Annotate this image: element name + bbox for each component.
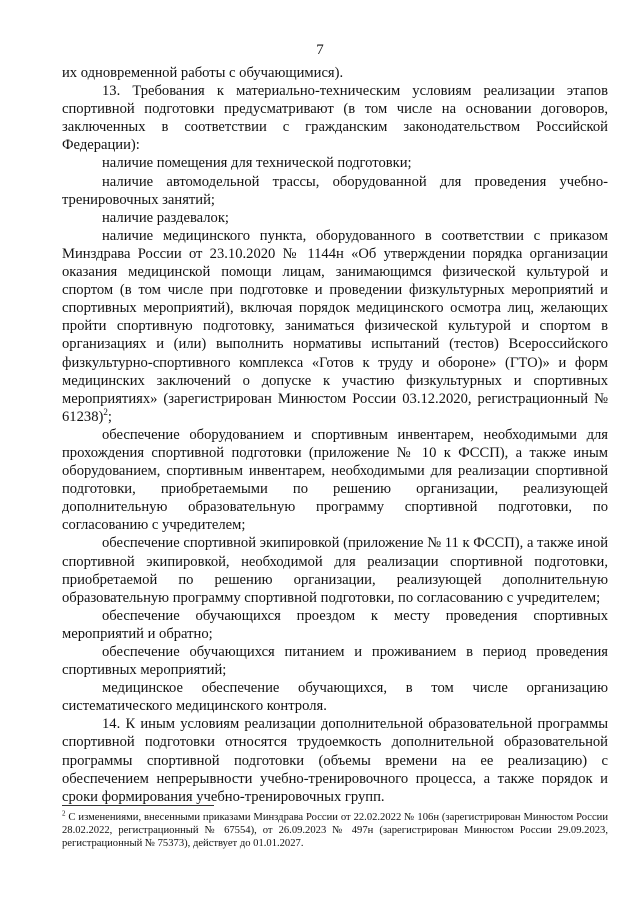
paragraph: обеспечение спортивной экипировкой (приложение № 11 к ФССП), а также иной спортивной экипировкой, необходимой для реализации спортивной подготовки, приобретаемой по решению организации, реализующей дополнительную образовательную программу спортивной подготовки, по согласованию с учредителем; — [62, 535, 608, 606]
paragraph-text: наличие медицинского пункта, оборудованного в соответствии с приказом Минздрава России от 23.10.2020 № 1144н «Об утверждении порядка организации оказания медицинской помощи лицам, занимающимся физической культурой и спортом (в том числе при подготовке и проведении физкультурных мероприятий и спортивных мероприятий), включая порядок медицинского осмотра лиц, желающих пройти спортивную подготовку, заниматься физической культурой и спортом в организациях и (или) выполнить нормативы испытаний (тестов) Всероссийского физкультурно-спортивного комплекса «Готов к труду и обороне» (ГТО)» и форм медицинских заключений о допуске к участию физкультурных и спортивных мероприятиях» (зарегистрирован Минюстом России 03.12.2020, регистрационный № 61238) — [62, 227, 608, 425]
paragraph: обеспечение обучающихся проездом к месту проведения спортивных мероприятий и обратно; — [62, 607, 608, 642]
paragraph: 14. К иным условиям реализации дополнительной образовательной программы спортивной подготовки относятся трудоемкость дополнительной образовательной программы спортивной подготовки (объемы времени на ее реализацию) с обеспечением непрерывности учебно-тренировочного процесса, а также порядок и сроки формирования учебно-тренировочных групп. — [62, 716, 608, 805]
paragraph: обеспечение оборудованием и спортивным инвентарем, необходимыми для прохождения спортивной подготовки (приложение № 10 к ФССП), а также иным оборудованием, спортивным инвентарем, необходимыми для реализации спортивной подготовки, приобретаемыми по решению организации, реализующей дополнительную образовательную программу спортивной подготовки, по согласованию с учредителем; — [62, 426, 608, 534]
document-body — [62, 64, 608, 806]
paragraph: наличие помещения для технической подготовки; — [102, 155, 412, 172]
footnote — [62, 811, 608, 850]
paragraph: 13. Требования к материально-техническим условиям реализации этапов спортивной подготовки предусматривают (в том числе на основании договоров, заключенных в соответствии с гражданским законодательством Российской Федерации): — [62, 83, 608, 154]
footnote-divider — [62, 805, 214, 806]
paragraph: медицинское обеспечение обучающихся, в том числе организацию систематического медицинского контроля. — [62, 680, 608, 715]
paragraph: наличие автомодельной трассы, оборудованной для проведения учебно-тренировочных занятий; — [62, 173, 608, 208]
paragraph-tail: ; — [107, 408, 112, 425]
page-number: 7 — [316, 42, 324, 58]
footnote-text: С изменениями, внесенными приказами Минздрава России от 22.02.2022 № 106н (зарегистрирован Минюстом России 28.02.2022, регистрационный № 67554), от 26.09.2023 № 497н (зарегистрирован Минюстом России 29.09.2023, регистрационный № 75373), действует до 01.01.2027. — [62, 812, 609, 849]
paragraph: их одновременной работы с обучающимися). — [62, 65, 344, 81]
paragraph: обеспечение обучающихся питанием и проживанием в период проведения спортивных мероприятий; — [62, 644, 608, 679]
paragraph — [62, 227, 608, 426]
paragraph: наличие раздевалок; — [102, 209, 229, 226]
footnote-reference: 2 — [103, 406, 108, 417]
footnote-mark: 2 — [62, 809, 66, 818]
